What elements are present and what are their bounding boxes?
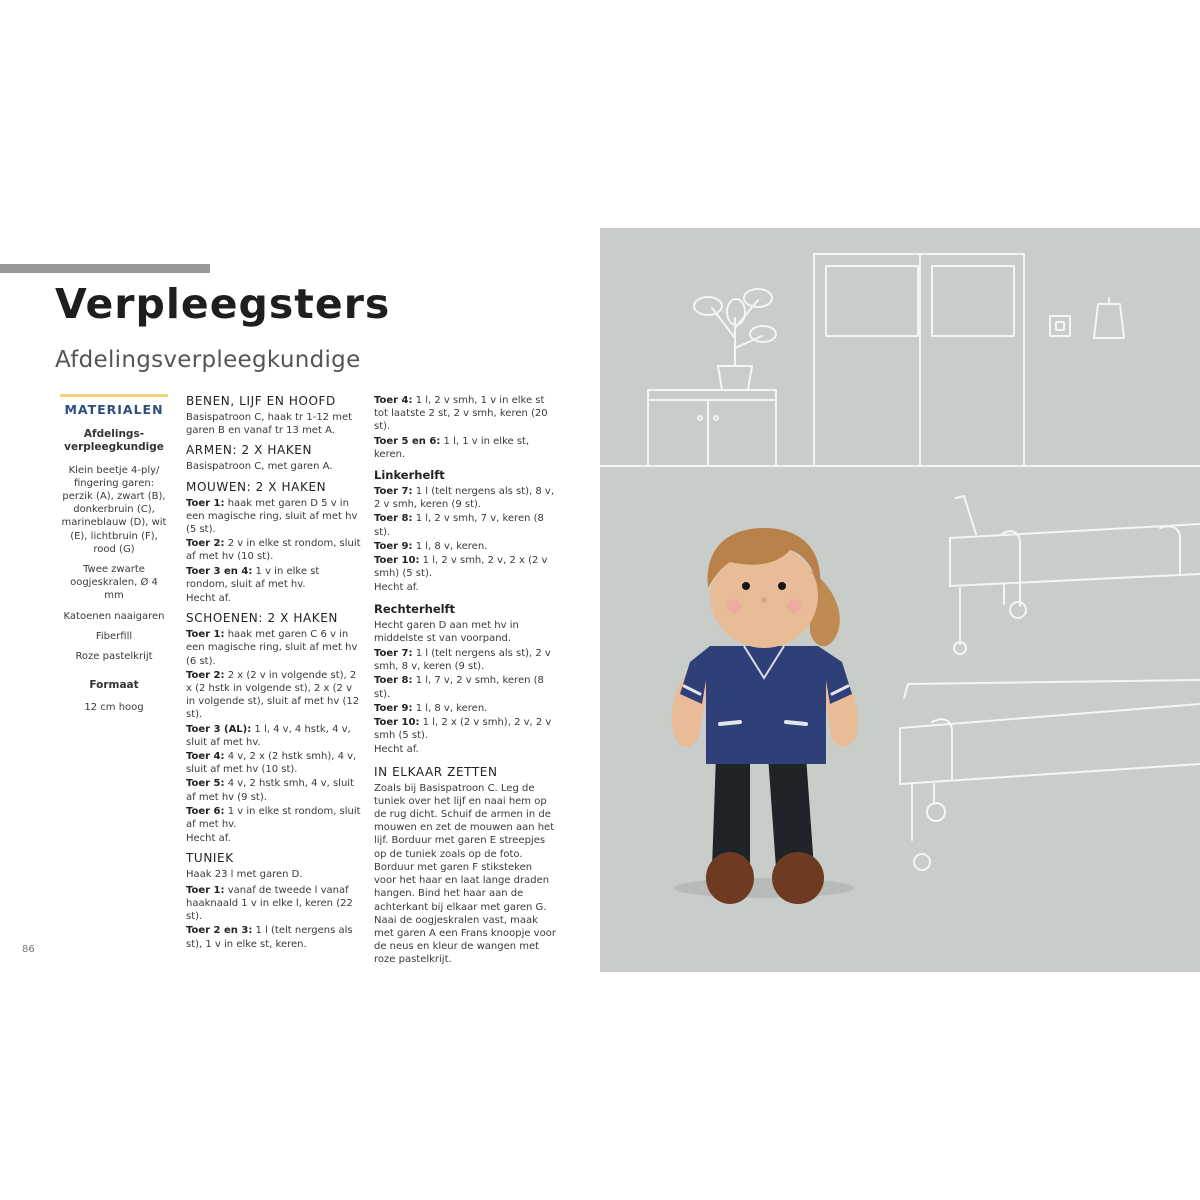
crochet-nurse-doll: [600, 228, 1200, 972]
row-label: Toer 2 en 3:: [186, 925, 253, 937]
row-label: Toer 7:: [374, 648, 413, 660]
row-text: 2 x (2 v in volgende st), 2 x (2 hstk in volgende st), 2 x (2 v in volgende st), sluit af met hv (12 st).: [186, 669, 360, 721]
row-label: Toer 5:: [186, 778, 225, 790]
finish-note: Hecht af.: [186, 593, 231, 605]
row-label: Toer 4:: [374, 395, 413, 406]
row-text: 1 l, 2 v smh, 7 v, keren (8 st).: [374, 513, 544, 538]
section-heading-legs-body-head: BENEN, LIJF EN HOOFD: [186, 394, 336, 408]
row-text: 4 v, 2 hstk smh, 4 v, sluit af met hv (9 st).: [186, 778, 354, 803]
finish-note: Hecht af.: [374, 744, 419, 756]
row-label: Toer 2:: [186, 669, 225, 681]
section-text: Basispatroon C, met garen A.: [186, 461, 333, 473]
row-label: Toer 9:: [374, 702, 413, 714]
pattern-row: [374, 647, 556, 673]
section-text: Basispatroon C, haak tr 1-12 met garen B en vanaf tr 13 met A.: [186, 412, 353, 437]
row-label: Toer 10:: [374, 717, 420, 729]
section-heading-left-half: Linkerhelft: [374, 468, 445, 483]
pattern-row: [374, 554, 556, 580]
pattern-row: [186, 565, 364, 591]
materials-item: Katoenen naaigaren: [63, 610, 165, 622]
row-text: 4 v, 2 x (2 hstk smh), 4 v, sluit af met hv (10 st).: [186, 751, 357, 776]
row-label: Toer 8:: [374, 513, 413, 525]
row-text: 1 l, 2 v smh, 2 v, 2 x (2 v smh) (5 st).: [374, 555, 548, 580]
section-heading-right-half: Rechterhelft: [374, 601, 456, 616]
row-text: 1 l, 2 x (2 v smh), 2 v, 2 v smh (5 st).: [374, 717, 552, 742]
row-text: 1 l (telt nergens als st), 2 v smh, 8 v, keren (9 st).: [374, 648, 551, 673]
pattern-row: [374, 716, 556, 742]
row-text: 1 l, 2 v smh, 1 v in elke st tot laatste 2 st, 2 v smh, keren (20 st).: [374, 395, 548, 433]
pattern-row: [186, 777, 364, 803]
row-text: haak met garen D 5 v in een magische ring, sluit af met hv (5 st).: [186, 497, 358, 536]
pattern-row: [374, 702, 556, 715]
section-heading-assembly: IN ELKAAR ZETTEN: [374, 764, 498, 779]
page-number: 86: [22, 944, 35, 955]
row-text: 1 l, 8 v, keren.: [412, 702, 488, 714]
row-text: 1 l, 8 v, keren.: [412, 540, 488, 552]
pattern-row: [186, 723, 364, 749]
row-label: Toer 5 en 6:: [374, 435, 441, 447]
row-text: vanaf de tweede l vanaf haaknaald 1 v in elke l, keren (22 st).: [186, 884, 353, 923]
materials-item: Twee zwarte oogjeskralen, Ø 4 mm: [70, 564, 158, 602]
row-label: Toer 3 (AL):: [186, 723, 252, 735]
pattern-row: [374, 394, 556, 434]
row-text: 1 v in elke st rondom, sluit af met hv.: [186, 565, 320, 590]
row-label: Toer 2:: [186, 538, 225, 550]
title-accent-bar: [0, 264, 210, 273]
row-label: Toer 7:: [374, 486, 413, 498]
pattern-row: [374, 512, 556, 538]
size-value: 12 cm hoog: [84, 702, 144, 714]
section-heading-shoes: SCHOENEN: 2 X HAKEN: [186, 611, 338, 626]
page-title: Verpleegsters: [55, 280, 391, 328]
row-text: 1 l, 1 v in elke st, keren.: [374, 435, 530, 460]
row-text: 1 l (telt nergens als st), 8 v, 2 v smh, keren (9 st).: [374, 486, 555, 511]
pattern-row: [186, 924, 364, 950]
row-label: Toer 8:: [374, 675, 413, 687]
row-text: 1 l (telt nergens als st), 1 v in elke st, keren.: [186, 925, 353, 950]
section-heading-tunic: TUNIEK: [186, 851, 234, 866]
row-label: Toer 1:: [186, 629, 225, 641]
row-label: Toer 9:: [374, 540, 413, 552]
pattern-row: [186, 497, 364, 537]
section-text: Hecht garen D aan met hv in middelste st van voorpand.: [374, 619, 519, 644]
materials-item: Klein beetje 4-ply/ fingering garen: perzik (A), zwart (B), donkerbruin (C), marineblauw (D), wit (E), lichtbruin (F), rood (G): [61, 464, 167, 555]
finish-note: Hecht af.: [186, 833, 231, 845]
section-heading-arms: ARMEN: 2 X HAKEN: [186, 443, 313, 458]
pattern-row: [186, 805, 364, 831]
row-text: 2 v in elke st rondom, sluit af met hv (10 st).: [186, 538, 361, 563]
pattern-row: [374, 674, 556, 700]
photo-panel: [600, 228, 1200, 972]
row-label: Toer 10:: [374, 555, 420, 567]
pattern-row: [186, 669, 364, 722]
row-label: Toer 1:: [186, 884, 225, 896]
row-label: Toer 4:: [186, 751, 225, 763]
size-heading: Formaat: [89, 679, 139, 692]
page-subtitle: Afdelingsverpleegkundige: [55, 347, 361, 373]
materials-heading: MATERIALEN: [60, 394, 168, 416]
row-label: Toer 6:: [186, 805, 225, 817]
row-text: 1 l, 7 v, 2 v smh, keren (8 st).: [374, 675, 544, 700]
materials-item: Roze pastelkrijt: [75, 651, 153, 663]
pattern-row: [374, 485, 556, 511]
pattern-row: [186, 750, 364, 776]
materials-item: Fiberfill: [95, 630, 133, 642]
pattern-row: [186, 884, 364, 924]
section-heading-sleeves: MOUWEN: 2 X HAKEN: [186, 479, 327, 494]
materials-subheading: Afdelings-verpleegkundige: [64, 428, 164, 454]
row-label: Toer 3 en 4:: [186, 565, 253, 577]
pattern-row: [374, 435, 556, 461]
row-label: Toer 1:: [186, 497, 225, 509]
section-text: Zoals bij Basispatroon C. Leg de tuniek over het lijf en naai hem op de rug dicht. Schuif de armen in de mouwen en zet de mouwen aan het lijf. Borduur met garen E streepjes op de tuniek zoals op de foto. Borduur met garen F stiksteken voor het haar en laat lange draden hangen. Bind het haar aan de achterkant bij elkaar met garen G. Naai de oogjeskralen vast, maak met garen A een Frans knoopje voor de neus en kleur de wangen met roze pastelkrijt.: [374, 782, 556, 966]
row-text: 1 v in elke st rondom, sluit af met hv.: [186, 805, 361, 831]
instructions-column-2: [186, 394, 364, 952]
row-text: 1 l, 4 v, 4 hstk, 4 v, sluit af met hv.: [186, 723, 351, 748]
instructions-column-3: [374, 394, 556, 969]
row-text: haak met garen C 6 v in een magische ring, sluit af met hv (6 st).: [186, 629, 358, 667]
materials-column: [60, 394, 168, 722]
section-text: Haak 23 l met garen D.: [186, 869, 303, 881]
pattern-row: [374, 540, 556, 553]
pattern-row: [186, 537, 364, 563]
finish-note: Hecht af.: [374, 582, 419, 594]
pattern-row: [186, 628, 364, 668]
